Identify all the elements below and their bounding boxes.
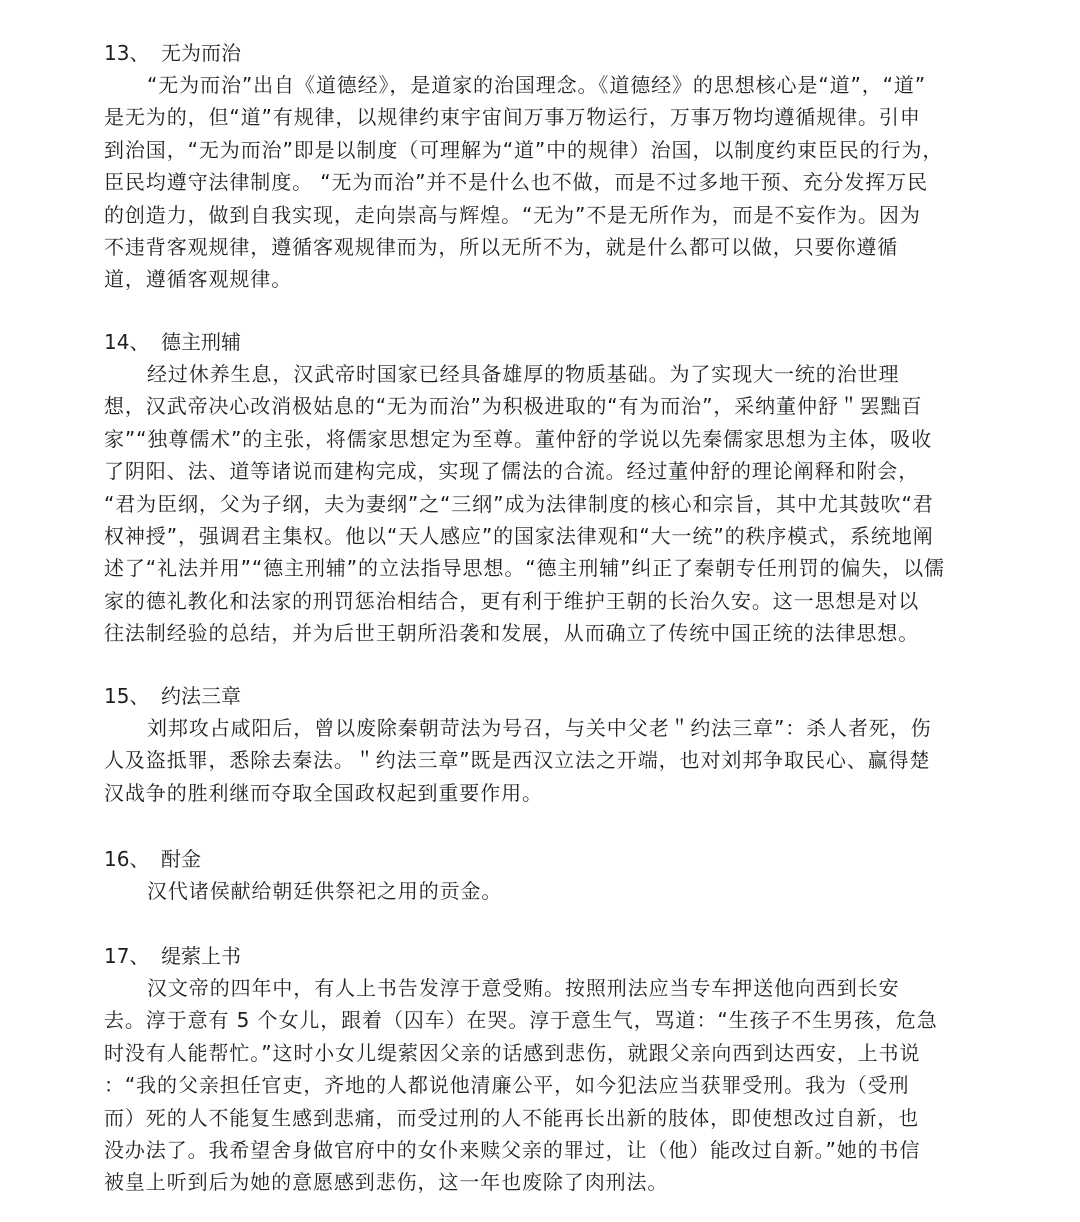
paragraph-line: 述了“礼法并用”“德主刑辅”的立法指导思想。“德主刑辅”纠正了秦朝专任刑罚的偏失，以儒 [104, 556, 945, 581]
section-14 [104, 326, 966, 650]
section-16 [104, 843, 966, 907]
section-heading [104, 326, 966, 358]
section-title: 约法三章 [161, 684, 241, 708]
paragraph-line: 汉代诸侯献给朝廷供祭祀之用的贡金。 [147, 879, 503, 903]
paragraph-line: 了阴阳、法、道等诸说而建构完成，实现了儒法的合流。经过董仲舒的理论阐释和附会， [104, 459, 920, 484]
paragraph-line: “君为臣纲，父为子纲，夫为妻纲”之“三纲”成为法律制度的核心和宗旨，其中尤其鼓吹“君 [104, 491, 934, 516]
section-13 [104, 37, 966, 296]
paragraph-line: 家的德礼教化和法家的刑罚惩治相结合，更有利于维护王朝的长治久安。这一思想是对以 [104, 588, 920, 613]
paragraph-line: 没办法了。我希望舍身做官府中的女仆来赎父亲的罪过，让（他）能改过自新。”她的书信 [104, 1137, 921, 1162]
paragraph-line: 而）死的人不能复生感到悲痛，而受过刑的人不能再长出新的肢体，即使想改过自新，也 [104, 1105, 920, 1130]
section-number: 17、 [104, 944, 150, 968]
paragraph-line: 刘邦攻占咸阳后，曾以废除秦朝苛法为号召，与关中父老＂约法三章”：杀人者死，伤 [147, 716, 932, 740]
section-title: 无为而治 [161, 41, 241, 65]
paragraph-line: 不违背客观规律，遵循客观规律而为，所以无所不为，就是什么都可以做，只要你遵循 [104, 234, 899, 259]
section-number: 16、 [104, 847, 150, 871]
paragraph-line: 到治国，“无为而治”即是以制度（可理解为“道”中的规律）治国，以制度约束臣民的行为， [104, 137, 944, 162]
paragraph-line: 臣民均遵守法律制度。 “无为而治”并不是什么也不做，而是不过多地干预、充分发挥万民 [104, 170, 928, 195]
section-heading [104, 843, 966, 875]
section-number: 13、 [104, 41, 150, 65]
section-number: 15、 [104, 684, 150, 708]
paragraph-line: 时没有人能帮忙。”这时小女儿缇萦因父亲的话感到悲伤，就跟父亲向西到达西安，上书说 [104, 1040, 921, 1065]
paragraph-line: 道，遵循客观规律。 [104, 267, 293, 292]
paragraph-line: “无为而治”出自《道德经》，是道家的治国理念。《道德经》的思想核心是“道”，“道” [147, 73, 927, 97]
section-title: 酎金 [161, 847, 201, 871]
paragraph-line: 权神授”，强调君主集权。他以“天人感应”的国家法律观和“大一统”的秩序模式，系统地阐 [104, 523, 934, 548]
section-heading [104, 37, 966, 69]
paragraph-line: 经过休养生息，汉武帝时国家已经具备雄厚的物质基础。为了实现大一统的治世理 [147, 362, 900, 386]
section-title: 缇萦上书 [161, 944, 241, 968]
paragraph-line: ：“我的父亲担任官吏，齐地的人都说他清廉公平，如今犯法应当获罪受刑。我为（受刑 [104, 1073, 910, 1098]
section-number: 14、 [104, 330, 150, 354]
paragraph-line: 去。淳于意有 5 个女儿，跟着（囚车）在哭。淳于意生气，骂道：“生孩子不生男孩，危急 [104, 1008, 938, 1033]
section-title: 德主刑辅 [161, 330, 241, 354]
paragraph-line: 被皇上听到后为她的意愿感到悲伤，这一年也废除了肉刑法。 [104, 1170, 669, 1195]
paragraph-line: 的创造力，做到自我实现，走向崇高与辉煌。“无为”不是无所作为，而是不妄作为。因为 [104, 202, 921, 227]
paragraph-line: 是无为的，但“道”有规律，以规律约束宇宙间万事万物运行，万事万物均遵循规律。引申 [104, 105, 921, 130]
section-heading [104, 940, 966, 972]
paragraph-line: 家”“独尊儒术”的主张，将儒家思想定为至尊。董仲舒的学说以先秦儒家思想为主体，吸收 [104, 426, 932, 451]
paragraph-line: 汉文帝的四年中，有人上书告发淳于意受贿。按照刑法应当专车押送他向西到长安 [147, 976, 900, 1000]
paragraph-line: 往法制经验的总结，并为后世王朝所沿袭和发展，从而确立了传统中国正统的法律思想。 [104, 621, 920, 646]
section-heading [104, 680, 966, 712]
paragraph-line: 想，汉武帝决心改消极姑息的“无为而治”为积极进取的“有为而治”，采纳董仲舒＂罢黜百 [104, 394, 923, 419]
paragraph-line: 汉战争的胜利继而夺取全国政权起到重要作用。 [104, 780, 543, 805]
section-17 [104, 940, 966, 1199]
section-15 [104, 680, 966, 809]
paragraph-line: 人及盗抵罪，悉除去秦法。＂约法三章”既是西汉立法之开端，也对刘邦争取民心、赢得楚 [104, 748, 931, 773]
